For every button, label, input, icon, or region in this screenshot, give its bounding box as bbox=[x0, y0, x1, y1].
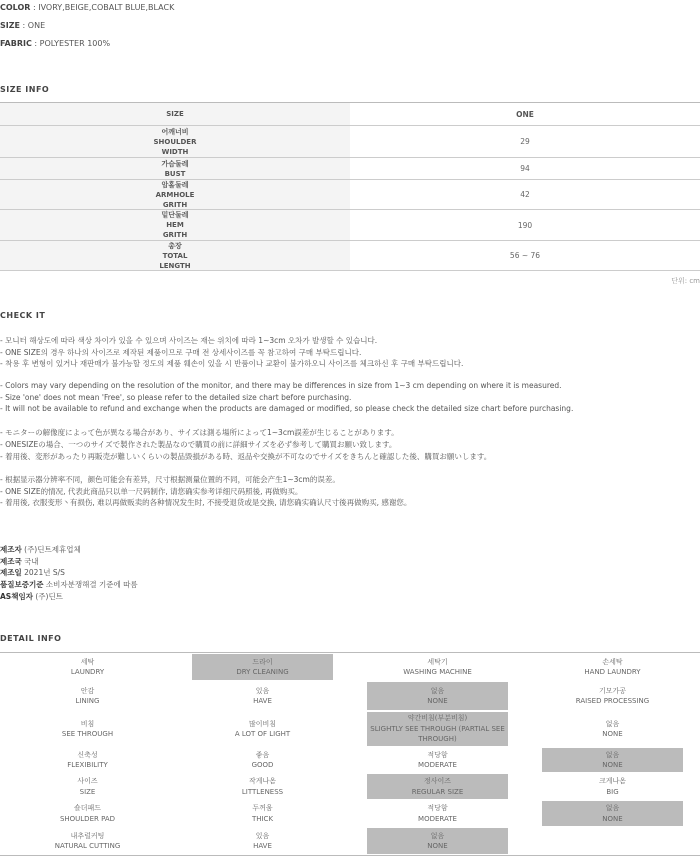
size-row-value: 42 bbox=[520, 190, 530, 199]
detail-label-ko: 세탁기 bbox=[427, 657, 448, 666]
detail-text bbox=[427, 831, 447, 852]
size-label-line: 밑단둘레 bbox=[161, 211, 189, 219]
size-row-label bbox=[0, 158, 350, 179]
size-row-label bbox=[0, 126, 350, 157]
detail-text bbox=[412, 776, 464, 797]
detail-label-en: SHOULDER PAD bbox=[59, 814, 116, 823]
detail-option-cell bbox=[525, 653, 700, 681]
spec-color: COLOR : IVORY,BEIGE,COBALT BLUE,BLACK bbox=[0, 3, 175, 12]
maker-value: 2021년 S/S bbox=[24, 568, 65, 577]
detail-label-ko: 없음 bbox=[605, 750, 620, 759]
detail-label-en: SIZE bbox=[79, 787, 96, 796]
detail-text bbox=[418, 803, 457, 824]
size-header-label: SIZE bbox=[0, 103, 350, 125]
detail-label-ko: 숄더패드 bbox=[73, 804, 102, 812]
spec-fabric: FABRIC : POLYESTER 100% bbox=[0, 39, 111, 48]
detail-option-cell bbox=[350, 653, 525, 681]
detail-category-cell bbox=[0, 747, 175, 773]
size-label-line: 암홀둘레 bbox=[161, 180, 189, 189]
detail-row bbox=[0, 773, 700, 800]
size-label-line: HEM bbox=[166, 221, 184, 229]
notice-line: - Colors may vary depending on the resolution of the monitor, and there may be differences in size from 1~3 cm depending on where it is measured. bbox=[0, 381, 562, 390]
detail-label-en: NONE bbox=[427, 697, 448, 705]
size-unit: 단위: cm bbox=[671, 277, 700, 285]
detail-label-en: NONE bbox=[602, 730, 623, 738]
detail-row bbox=[0, 653, 700, 681]
size-row bbox=[0, 180, 700, 210]
notice-line: - Size 'one' does not mean 'Free', so please refer to the detailed size chart before purchasing. bbox=[0, 393, 352, 402]
detail-option-cell bbox=[175, 773, 350, 800]
detail-text bbox=[76, 686, 100, 707]
detail-option-cell bbox=[350, 747, 525, 773]
detail-label-en: DRY CLEANING bbox=[236, 668, 289, 676]
detail-label-ko: 두꺼움 bbox=[252, 804, 273, 812]
spec-value: IVORY,BEIGE,COBALT BLUE,BLACK bbox=[38, 3, 175, 12]
size-row bbox=[0, 210, 700, 241]
detail-label-ko: 크게나옴 bbox=[598, 777, 627, 785]
detail-row bbox=[0, 711, 700, 747]
size-label-line: SHOULDER bbox=[153, 137, 197, 146]
detail-option-cell bbox=[525, 681, 700, 711]
detail-option-cell bbox=[350, 711, 525, 747]
size-header-value: ONE bbox=[516, 109, 534, 119]
detail-label-ko: 드라이 bbox=[252, 657, 273, 666]
spec-size: SIZE : ONE bbox=[0, 21, 46, 30]
detail-label-en: NONE bbox=[427, 842, 448, 850]
spec-value: POLYESTER 100% bbox=[39, 39, 111, 48]
detail-option-cell bbox=[525, 711, 700, 747]
size-row-label bbox=[0, 241, 350, 270]
detail-label-en: HAND LAUNDRY bbox=[584, 668, 641, 676]
size-label-line: ARMHOLE bbox=[155, 190, 195, 199]
detail-label-ko: 작게나옴 bbox=[248, 777, 277, 785]
detail-label-en: SEE THROUGH bbox=[61, 730, 114, 738]
maker-value: 소비자분쟁해결 기준에 따름 bbox=[45, 580, 138, 589]
detail-label-en: LITTLENESS bbox=[241, 787, 284, 796]
size-row-label bbox=[0, 210, 350, 240]
detail-label-ko: 기모가공 bbox=[598, 686, 627, 695]
notice-line: - 根据显示器分辨率不同，颜色可能会有差异，尺寸根据测量位置的不同，可能会产生1~3cm的误差。 bbox=[0, 475, 340, 484]
size-row bbox=[0, 241, 700, 271]
maker-value: (주)딘트 bbox=[35, 592, 63, 601]
detail-label-en: SLIGHTLY SEE THROUGH (PARTIAL SEE THROUGH) bbox=[370, 724, 505, 744]
size-info-title: SIZE INFO bbox=[0, 85, 50, 94]
maker-key: 제조자 bbox=[0, 545, 22, 554]
detail-label-en: NONE bbox=[602, 814, 623, 823]
notice-line: - ONESIZEの場合、一つのサイズで製作された製品なので購買の前に詳細サイズを必ず参考して購買お願い致します。 bbox=[0, 440, 397, 449]
detail-text bbox=[403, 657, 472, 678]
detail-label-en: MODERATE bbox=[418, 814, 457, 823]
detail-option-cell bbox=[175, 827, 350, 855]
maker-line bbox=[0, 591, 63, 602]
detail-label-en: GOOD bbox=[251, 761, 274, 769]
size-row bbox=[0, 158, 700, 180]
maker-line bbox=[0, 579, 138, 590]
detail-text bbox=[77, 776, 97, 797]
detail-text bbox=[602, 750, 622, 771]
maker-key: 제조국 bbox=[0, 557, 22, 566]
detail-option-cell bbox=[350, 800, 525, 827]
detail-text bbox=[242, 776, 283, 797]
spec-value: ONE bbox=[27, 21, 46, 30]
detail-label-en: WASHING MACHINE bbox=[403, 668, 472, 676]
notice-line: - 모니터 해상도에 따라 색상 차이가 있을 수 있으며 사이즈는 재는 위치에 따라 1~3cm 오차가 발생할 수 있습니다. bbox=[0, 336, 378, 345]
detail-label-en: REGULAR SIZE bbox=[411, 787, 464, 796]
detail-label-ko: 사이즈 bbox=[77, 777, 98, 785]
detail-label-ko: 없음 bbox=[430, 831, 445, 840]
detail-label-ko: 적당함 bbox=[427, 804, 448, 812]
detail-label-en: MODERATE bbox=[418, 761, 457, 769]
maker-line bbox=[0, 567, 65, 578]
detail-text bbox=[584, 657, 640, 678]
detail-option-cell bbox=[350, 681, 525, 711]
notice-line: - ONE SIZE의 경우 하나의 사이즈로 제작된 제품이므로 구매 전 상세사이즈를 꼭 참고하여 구매 부탁드립니다. bbox=[0, 348, 362, 357]
detail-label-ko: 좋음 bbox=[255, 750, 270, 759]
detail-text bbox=[55, 831, 121, 852]
detail-label-ko: 내추럴커팅 bbox=[70, 831, 105, 840]
detail-label-en: HAVE bbox=[253, 697, 272, 705]
maker-line bbox=[0, 556, 39, 567]
detail-text bbox=[576, 686, 649, 707]
detail-text bbox=[253, 686, 272, 707]
detail-option-cell bbox=[175, 747, 350, 773]
detail-category-cell bbox=[0, 681, 175, 711]
detail-text bbox=[602, 803, 622, 824]
maker-key: AS책임자 bbox=[0, 592, 33, 601]
detail-row bbox=[0, 800, 700, 827]
detail-category-cell bbox=[0, 773, 175, 800]
size-row-value: 29 bbox=[520, 137, 530, 146]
detail-label-en: FLEXIBILITY bbox=[67, 761, 108, 769]
spec-key: FABRIC bbox=[0, 39, 32, 48]
detail-label-ko: 있음 bbox=[255, 686, 270, 695]
detail-label-en: LAUNDRY bbox=[70, 668, 105, 676]
detail-option-cell bbox=[350, 827, 525, 855]
detail-category-cell bbox=[0, 711, 175, 747]
size-label-line: GRITH bbox=[162, 200, 188, 209]
detail-text bbox=[62, 719, 113, 740]
spec-key: COLOR bbox=[0, 3, 31, 12]
detail-label-ko: 세탁 bbox=[80, 657, 95, 666]
detail-text bbox=[235, 719, 290, 740]
size-table-header bbox=[0, 103, 700, 126]
detail-row bbox=[0, 747, 700, 773]
detail-label-en: THICK bbox=[251, 814, 274, 823]
detail-category-cell bbox=[0, 800, 175, 827]
notice-line: - 着用後、変形があったり再販売が難しいくらいの製品毀損がある時、返品や交換が不可なのでサイズをきちんと確認した後、購買お願いします。 bbox=[0, 452, 492, 461]
check-it-title: CHECK IT bbox=[0, 311, 46, 320]
detail-label-en: NONE bbox=[602, 761, 623, 769]
detail-row bbox=[0, 681, 700, 711]
detail-text bbox=[252, 750, 274, 771]
detail-label-ko: 없음 bbox=[605, 804, 620, 812]
size-row-value: 56 ~ 76 bbox=[509, 251, 541, 260]
detail-text bbox=[71, 657, 104, 678]
detail-grid bbox=[0, 652, 700, 856]
detail-info-title: DETAIL INFO bbox=[0, 634, 62, 643]
detail-text bbox=[252, 803, 273, 824]
size-row-value: 190 bbox=[517, 220, 533, 230]
detail-row bbox=[0, 827, 700, 855]
notice-line: - 착용 후 변형이 있거나 재판매가 불가능할 정도의 제품 훼손이 있을 시 반품이나 교환이 불가하오니 사이즈를 체크하신 후 구매 부탁드립니다. bbox=[0, 359, 464, 368]
detail-label-en: BIG bbox=[606, 787, 619, 796]
notice-line: - モニターの解像度によって色が異なる場合があり、サイズは測る場所によって1~3cm誤差が生じることがあります。 bbox=[0, 428, 399, 437]
detail-label-en: LINING bbox=[75, 697, 100, 705]
detail-text bbox=[370, 713, 505, 745]
detail-label-en: A LOT OF LIGHT bbox=[234, 730, 291, 738]
notice-line: - 着用後, 衣服变形丶有损伤, 难以再做贩卖的各种情况发生时, 不接受退货或是交换, 请您确实确认尺寸後再做购买, 感谢您。 bbox=[0, 498, 412, 507]
size-table bbox=[0, 102, 700, 271]
maker-key: 품질보증기준 bbox=[0, 580, 44, 589]
detail-text bbox=[67, 750, 108, 771]
detail-option-cell bbox=[525, 747, 700, 773]
detail-option-cell bbox=[175, 800, 350, 827]
maker-line bbox=[0, 544, 81, 555]
maker-key: 제조일 bbox=[0, 568, 22, 577]
size-row bbox=[0, 126, 700, 158]
detail-label-ko: 많이비침 bbox=[248, 719, 277, 728]
notice-line: - It will not be available to refund and exchange when the products are damaged or modified, so please check the detailed size chart before purchasing. bbox=[0, 404, 574, 413]
detail-option-cell bbox=[350, 773, 525, 800]
detail-option-cell bbox=[525, 800, 700, 827]
notice-line: - ONE SIZE的情况, 代表此商品只以单一尺码制作, 请您确实参考详细尺码照後, 再做购买。 bbox=[0, 487, 303, 496]
size-label-line: TOTAL bbox=[162, 251, 188, 260]
detail-option-cell bbox=[175, 681, 350, 711]
detail-text bbox=[602, 719, 622, 740]
maker-value: 국내 bbox=[24, 557, 39, 566]
size-label-line: WIDTH bbox=[161, 147, 189, 156]
size-row-value: 94 bbox=[520, 164, 530, 173]
detail-label-ko: 정사이즈 bbox=[423, 777, 452, 785]
detail-label-ko: 손세탁 bbox=[602, 657, 623, 666]
spec-key: SIZE bbox=[0, 21, 21, 30]
size-label-line: GRITH bbox=[162, 231, 188, 239]
size-row-label bbox=[0, 180, 350, 209]
detail-label-ko: 약간비침(부분비침) bbox=[407, 714, 468, 723]
size-label-line: 총장 bbox=[168, 241, 182, 250]
detail-text bbox=[236, 657, 288, 678]
size-label-line: 가슴둘레 bbox=[161, 159, 189, 168]
size-label-line: LENGTH bbox=[159, 261, 191, 270]
detail-text bbox=[599, 776, 626, 797]
detail-text bbox=[253, 831, 272, 852]
detail-category-cell bbox=[0, 653, 175, 681]
detail-option-cell bbox=[525, 773, 700, 800]
size-label-line: 어깨너비 bbox=[161, 127, 189, 136]
detail-option-cell bbox=[525, 827, 700, 855]
maker-value: (주)딘트제휴업체 bbox=[24, 545, 81, 554]
detail-label-ko: 없음 bbox=[605, 719, 620, 728]
detail-category-cell bbox=[0, 827, 175, 855]
detail-option-cell bbox=[175, 653, 350, 681]
detail-option-cell bbox=[175, 711, 350, 747]
detail-text bbox=[60, 803, 115, 824]
detail-label-ko: 신축성 bbox=[77, 750, 98, 759]
detail-label-en: RAISED PROCESSING bbox=[575, 697, 650, 705]
size-label-line: BUST bbox=[164, 169, 186, 178]
detail-label-ko: 비침 bbox=[80, 719, 95, 728]
detail-label-ko: 적당함 bbox=[427, 750, 448, 759]
detail-label-en: HAVE bbox=[253, 842, 272, 850]
detail-label-ko: 없음 bbox=[430, 686, 445, 695]
detail-label-ko: 안감 bbox=[80, 686, 95, 695]
detail-label-ko: 있음 bbox=[255, 831, 270, 840]
detail-text bbox=[427, 686, 447, 707]
detail-label-en: NATURAL CUTTING bbox=[54, 842, 121, 850]
detail-text bbox=[418, 750, 457, 771]
